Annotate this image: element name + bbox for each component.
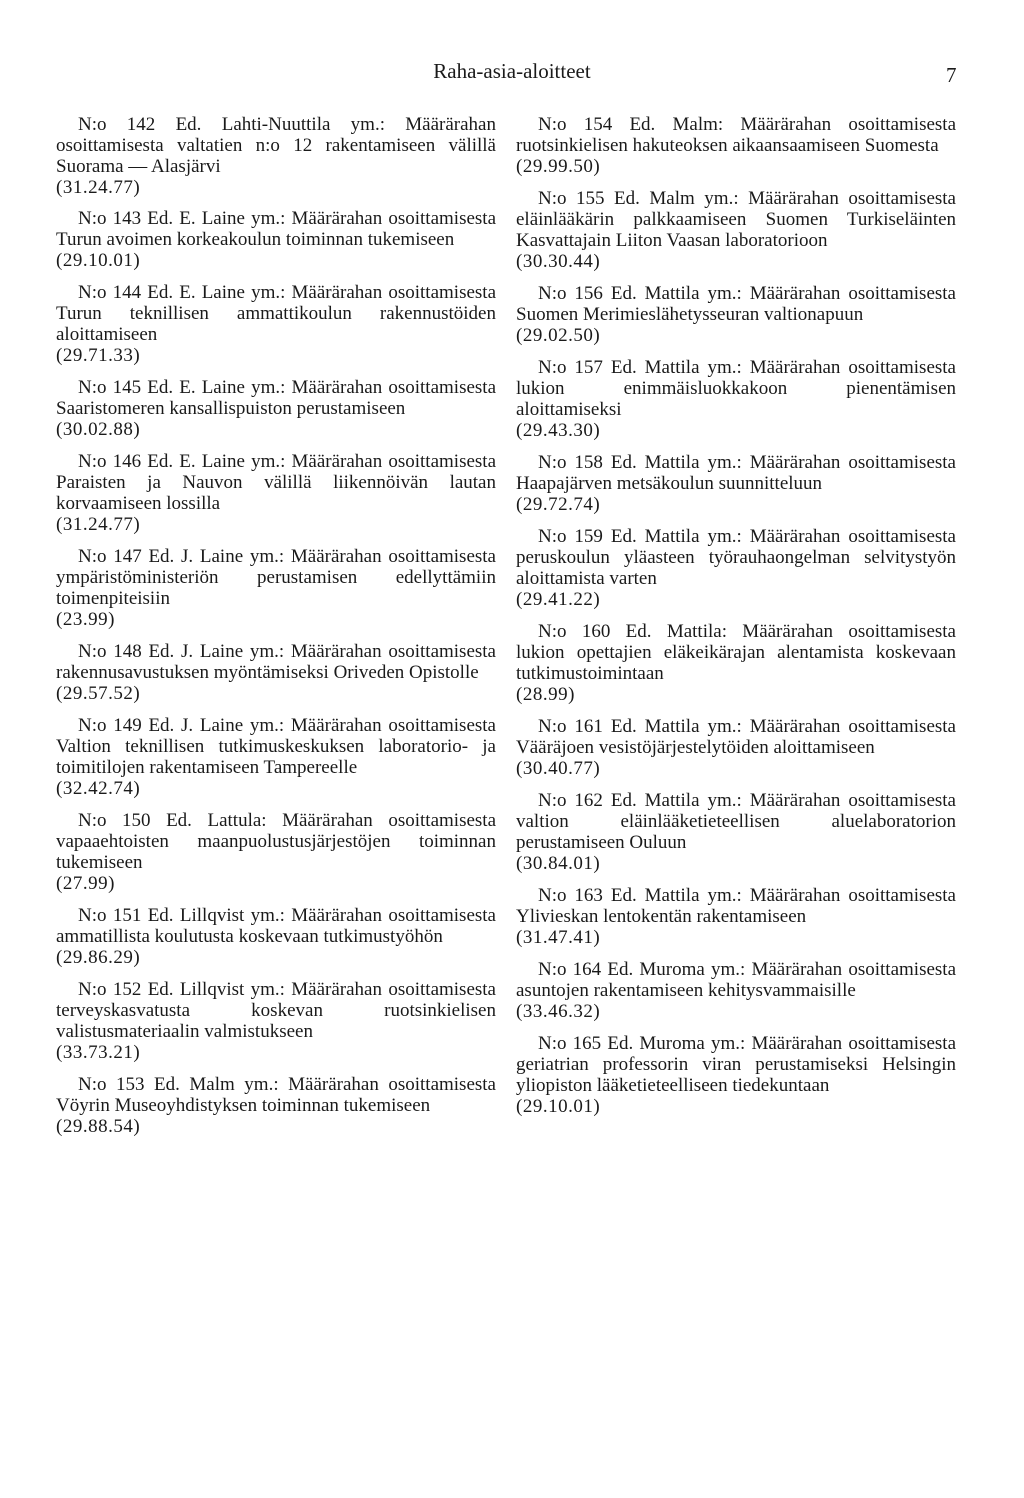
budget-code: (29.41.22) [516,589,601,610]
budget-code: (29.10.01) [516,1096,601,1117]
budget-code: (30.84.01) [516,853,601,874]
entry-title: N:o 160 Ed. Mattila: Määrärahan osoittamisesta lukion opettajien eläkeikärajan alentamista koskevaan tutkimustoimintaan [516,621,956,684]
budget-code: (29.72.74) [516,494,601,515]
budget-code: (29.02.50) [516,325,601,346]
budget-code: (28.99) [516,684,575,705]
entry-title: N:o 159 Ed. Mattila ym.: Määrärahan osoittamisesta peruskoulun yläasteen työrauhaongelman selvitystyön aloittamista varten [516,526,956,589]
entry-title: N:o 157 Ed. Mattila ym.: Määrärahan osoittamisesta lukion enimmäisluokkakoon pienentämisen aloittamiseksi [516,357,956,420]
budget-code: (29.88.54) [56,1116,141,1137]
entry [516,716,956,779]
budget-code: (33.73.21) [56,1042,141,1063]
budget-code: (31.47.41) [516,927,601,948]
entry [516,885,956,948]
budget-code: (33.46.32) [516,1001,601,1022]
entry [56,905,496,968]
entry [516,283,956,346]
budget-code: (30.02.88) [56,419,141,440]
entry-title: N:o 154 Ed. Malm: Määrärahan osoittamisesta ruotsinkielisen hakuteoksen aikaansaamiseen Suomesta [516,114,956,156]
entry-title: N:o 151 Ed. Lillqvist ym.: Määrärahan osoittamisesta ammatillista koulutusta koskevaan tutkimustyöhön [56,905,496,947]
entry [516,526,956,610]
entry [516,621,956,705]
entry-title: N:o 164 Ed. Muroma ym.: Määrärahan osoittamisesta asuntojen rakentamiseen kehitysvammaisille [516,959,956,1001]
entry [516,114,956,177]
entry [516,452,956,515]
page-number: 7 [946,63,957,87]
right-column [516,114,956,1117]
entry-title: N:o 163 Ed. Mattila ym.: Määrärahan osoittamisesta Ylivieskan lentokentän rakentamiseen [516,885,956,927]
running-header: Raha-asia-aloitteet [433,59,591,83]
entry [56,377,496,440]
entry-title: N:o 148 Ed. J. Laine ym.: Määrärahan osoittamisesta rakennusavustuksen myöntämiseksi Oriveden Opistolle [56,641,496,683]
entry [516,188,956,272]
entry [56,1074,496,1137]
entry-title: N:o 165 Ed. Muroma ym.: Määrärahan osoittamisesta geriatrian professorin viran perustamiseksi Helsingin yliopiston lääketieteelliseen tiedekuntaan [516,1033,956,1096]
budget-code: (29.57.52) [56,683,141,704]
entry-title: N:o 150 Ed. Lattula: Määrärahan osoittamisesta vapaaehtoisten maanpuolustusjärjestöjen toiminnan tukemiseen [56,810,496,873]
entry-title: N:o 152 Ed. Lillqvist ym.: Määrärahan osoittamisesta terveyskasvatusta koskevan ruotsinkielisen valistusmateriaalin valmistukseen [56,979,496,1042]
entry [516,959,956,1022]
entry [56,451,496,535]
entry [56,208,496,271]
entry-title: N:o 153 Ed. Malm ym.: Määrärahan osoittamisesta Vöyrin Museoyhdistyksen toiminnan tukemiseen [56,1074,496,1116]
entry [516,790,956,874]
entry-title: N:o 144 Ed. E. Laine ym.: Määrärahan osoittamisesta Turun teknillisen ammattikoulun rakennustöiden aloittamiseen [56,282,496,345]
entry-title: N:o 147 Ed. J. Laine ym.: Määrärahan osoittamisesta ympäristöministeriön perustamisen edellyttämiin toimenpiteisiin [56,546,496,609]
entry [56,114,496,198]
entry-title: N:o 162 Ed. Mattila ym.: Määrärahan osoittamisesta valtion eläinlääketieteellisen aluelaboratorion perustamiseen Ouluun [516,790,956,853]
budget-code: (30.30.44) [516,251,601,272]
entry-title: N:o 145 Ed. E. Laine ym.: Määrärahan osoittamisesta Saaristomeren kansallispuiston perustamiseen [56,377,496,419]
entry [56,546,496,630]
budget-code: (29.10.01) [56,250,141,271]
budget-code: (23.99) [56,609,115,630]
budget-code: (29.86.29) [56,947,141,968]
entry [516,357,956,441]
budget-code: (32.42.74) [56,778,141,799]
entry [56,282,496,366]
entry-title: N:o 156 Ed. Mattila ym.: Määrärahan osoittamisesta Suomen Merimieslähetysseuran valtionapuun [516,283,956,325]
entry-title: N:o 142 Ed. Lahti-Nuuttila ym.: Määrärahan osoittamisesta valtatien n:o 12 rakentamiseen välillä Suorama — Alasjärvi [56,114,496,177]
left-column [56,114,496,1137]
entry [56,979,496,1063]
entry-title: N:o 161 Ed. Mattila ym.: Määrärahan osoittamisesta Vääräjoen vesistöjärjestelytöiden aloittamiseen [516,716,956,758]
budget-code: (29.99.50) [516,156,601,177]
entry-title: N:o 146 Ed. E. Laine ym.: Määrärahan osoittamisesta Paraisten ja Nauvon välillä liikennöivän lautan korvaamiseen lossilla [56,451,496,514]
entry-title: N:o 155 Ed. Malm ym.: Määrärahan osoittamisesta eläinlääkärin palkkaamiseen Suomen Turkiseläinten Kasvattajain Liiton Vaasan laboratorioon [516,188,956,251]
budget-code: (31.24.77) [56,514,141,535]
entry [56,810,496,894]
entry [516,1033,956,1117]
entry-title: N:o 158 Ed. Mattila ym.: Määrärahan osoittamisesta Haapajärven metsäkoulun suunnitteluun [516,452,956,494]
budget-code: (27.99) [56,873,115,894]
budget-code: (31.24.77) [56,177,141,198]
entry-title: N:o 143 Ed. E. Laine ym.: Määrärahan osoittamisesta Turun avoimen korkeakoulun toiminnan tukemiseen [56,208,496,250]
entry [56,641,496,704]
entry [56,715,496,799]
entry-title: N:o 149 Ed. J. Laine ym.: Määrärahan osoittamisesta Valtion teknillisen tutkimuskeskuksen laboratorio- ja toimitilojen rakentamiseen Tampereelle [56,715,496,778]
budget-code: (29.71.33) [56,345,141,366]
budget-code: (30.40.77) [516,758,601,779]
budget-code: (29.43.30) [516,420,601,441]
